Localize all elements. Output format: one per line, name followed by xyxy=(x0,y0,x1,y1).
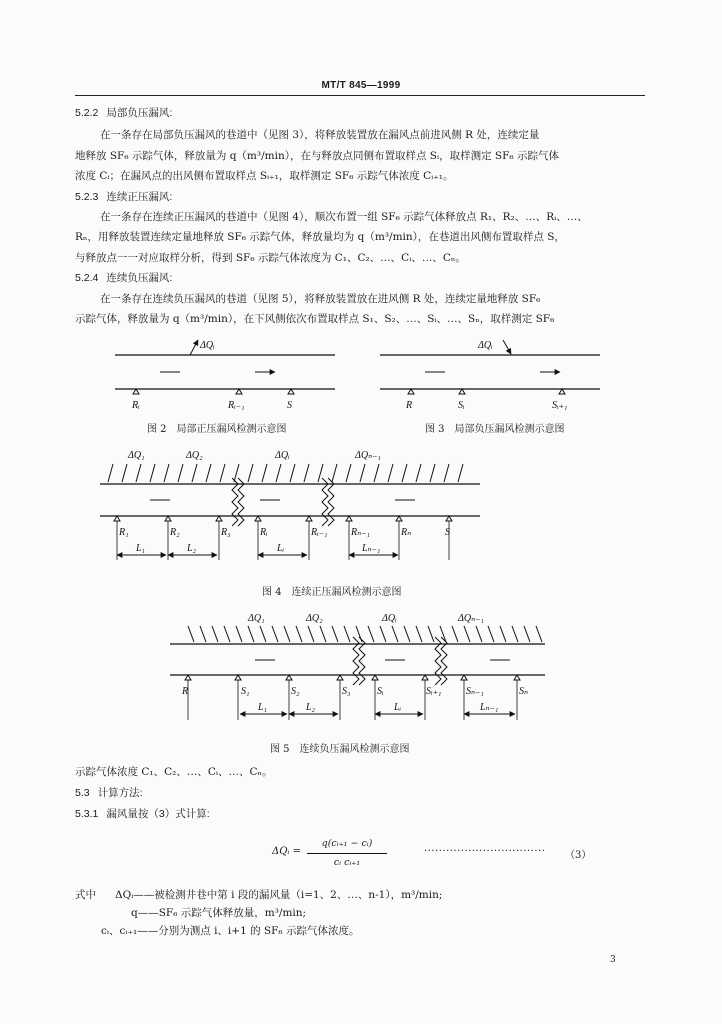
segment-label: Lₙ₋₁ xyxy=(362,543,381,554)
formula-lhs: ΔQᵢ = xyxy=(272,846,301,857)
figure-5-caption: 图 5 连续负压漏风检测示意图 xyxy=(270,744,410,755)
leak-hatch-line xyxy=(308,626,314,642)
point-label: R₂ xyxy=(170,527,180,538)
break-mark xyxy=(232,478,238,526)
leak-hatch-line xyxy=(178,464,183,482)
leak-hatch-line xyxy=(290,464,295,482)
leak-hatch-line xyxy=(192,464,197,482)
point-marker xyxy=(372,675,378,680)
point-label: R xyxy=(182,686,189,697)
leak-hatch-line xyxy=(524,626,530,642)
point-marker xyxy=(165,516,171,521)
section-number: 5.2.3 xyxy=(75,191,99,203)
point-label: Rₙ₋₁ xyxy=(351,527,370,538)
leak-arrow xyxy=(190,340,198,355)
leak-hatch-line xyxy=(374,464,379,482)
leak-hatch-line xyxy=(388,464,393,482)
break-mark xyxy=(322,478,328,526)
paragraph-line: 示踪气体浓度 C₁、C₂、…、Cᵢ、…、Cₙ。 xyxy=(75,766,273,778)
paragraph-line: 与释放点一一对应取样分析，得到 SF₆ 示踪气体浓度为 C₁、C₂、…、Cᵢ、…、Cₙ。 xyxy=(75,252,466,264)
leak-hatch-line xyxy=(332,626,338,642)
leak-hatch-line xyxy=(380,626,386,642)
leak-hatch-line xyxy=(458,464,463,482)
point-marker xyxy=(236,389,242,394)
leak-label: ΔQₙ₋₁ xyxy=(355,450,381,461)
point-label: S xyxy=(445,527,450,538)
definition-line: cᵢ、cᵢ₊₁——分别为测点 i、i+1 的 SF₆ 示踪气体浓度。 xyxy=(101,925,360,937)
formula-leader-dots: ································· xyxy=(424,846,546,857)
point-marker xyxy=(185,675,191,680)
sampling-points xyxy=(185,675,520,720)
definition-line: q——SF₆ 示踪气体释放量，m³/min; xyxy=(131,907,307,919)
leak-hatch-line xyxy=(188,626,194,642)
leak-label: ΔQ₂ xyxy=(306,613,323,624)
point-label: R₃ xyxy=(221,527,231,538)
point-marker xyxy=(133,389,139,394)
point-label: S xyxy=(287,400,292,411)
point-marker xyxy=(422,675,428,680)
point-marker xyxy=(288,389,294,394)
leak-hatch-line xyxy=(206,464,211,482)
leak-hatch-line xyxy=(404,626,410,642)
point-marker xyxy=(337,675,343,680)
leak-hatch-line xyxy=(452,626,458,642)
point-marker xyxy=(408,389,414,394)
point-label: S₃ xyxy=(342,686,351,697)
leak-label: ΔQᵢ xyxy=(382,613,397,624)
point-label: Sₙ₋₁ xyxy=(466,686,484,697)
figure-2 xyxy=(115,340,335,411)
leak-hatch-line xyxy=(416,464,421,482)
paragraph-line: 在一条存在连续负压漏风的巷道（见图 5），将释放装置放在进风侧 R 处，连续定量地释放 SF₆ xyxy=(100,293,541,305)
segment-label: L₂ xyxy=(187,543,197,554)
formula-denominator: cᵢ cᵢ₊₁ xyxy=(333,857,361,868)
section-number: 5.3.1 xyxy=(75,808,99,820)
leak-hatch-line xyxy=(236,626,242,642)
where-label: 式中 xyxy=(75,889,96,901)
formula-number: （3） xyxy=(565,850,592,861)
leak-hatch-line xyxy=(200,626,206,642)
point-label: Sₙ xyxy=(519,686,529,697)
leak-label: ΔQᵢ xyxy=(275,450,290,461)
section-number: 5.3 xyxy=(75,787,90,799)
leak-hatch-line xyxy=(344,626,350,642)
page-number: 3 xyxy=(610,955,616,965)
point-marker xyxy=(216,516,222,521)
segment-label: Lᵢ xyxy=(394,702,402,713)
fraction-bar xyxy=(307,853,387,854)
section-5-3-heading xyxy=(75,786,143,800)
segment-label: L₂ xyxy=(306,702,316,713)
point-label: Sᵢ xyxy=(377,686,384,697)
leak-hatch-line xyxy=(150,464,155,482)
point-marker xyxy=(255,516,261,521)
leak-hatch-line xyxy=(224,626,230,642)
formula-numerator: q(cᵢ₊₁ − cᵢ) xyxy=(321,838,373,849)
segment-label: Lₙ₋₁ xyxy=(480,702,499,713)
leak-hatch-line xyxy=(512,626,518,642)
segment-label: L₁ xyxy=(258,702,268,713)
point-marker xyxy=(514,675,520,680)
point-marker xyxy=(446,516,452,521)
break-mark xyxy=(328,478,334,526)
leak-hatch-line xyxy=(402,464,407,482)
point-marker xyxy=(286,675,292,680)
leak-hatch-line xyxy=(318,464,323,482)
point-label: Rᵢ₋₁ xyxy=(228,400,245,411)
point-label: Sᵢ xyxy=(458,400,465,411)
leak-hatch-line xyxy=(262,464,267,482)
leak-hatch-line xyxy=(476,626,482,642)
leak-hatch-line xyxy=(260,626,266,642)
leak-arrow xyxy=(503,340,511,354)
point-label: Rᵢ₋₁ xyxy=(311,527,328,538)
leak-hatch-line xyxy=(234,464,239,482)
paragraph-line: 示踪气体，释放量为 q（m³/min），在下风侧依次布置取样点 S₁、S₂、…、Sᵢ、…、Sₙ，取样测定 SF₆ xyxy=(75,313,555,325)
point-marker xyxy=(346,516,352,521)
leak-hatch-line xyxy=(108,464,113,482)
section-number: 5.2.4 xyxy=(75,272,99,284)
leak-hatch-line xyxy=(430,464,435,482)
section-title: 连续负压漏风: xyxy=(106,272,173,284)
figure-3-caption: 图 3 局部负压漏风检测示意图 xyxy=(425,424,565,435)
leak-label: ΔQᵢ xyxy=(200,340,215,351)
point-marker xyxy=(461,675,467,680)
leak-hatch-line xyxy=(284,626,290,642)
point-marker xyxy=(396,516,402,521)
leak-hatch-line xyxy=(500,626,506,642)
section-title: 计算方法: xyxy=(97,787,143,799)
paragraph-line: 在一条存在连续正压漏风的巷道中（见图 4），顺次布置一组 SF₆ 示踪气体释放点 R₁、R₂、…、Rᵢ、…、 xyxy=(100,211,588,223)
leak-hatch-line xyxy=(368,626,374,642)
paragraph-line: 地释放 SF₆ 示踪气体，释放量为 q（m³/min），在与释放点同侧布置取样点 Sᵢ，取样测定 SF₆ 示踪气体 xyxy=(75,150,559,162)
point-label: Rᵢ xyxy=(260,527,268,538)
leak-hatch-line xyxy=(248,626,254,642)
leak-label: ΔQ₂ xyxy=(186,450,203,461)
standard-code-header: MT/T 845—1999 xyxy=(321,80,401,91)
point-marker xyxy=(306,516,312,521)
segment-label: L₁ xyxy=(136,543,146,554)
figure-5 xyxy=(170,613,545,720)
leak-hatch-line xyxy=(332,464,337,482)
break-mark xyxy=(238,478,244,526)
figure-2-caption: 图 2 局部正压漏风检测示意图 xyxy=(147,424,287,435)
paragraph-line: 浓度 Cᵢ；在漏风点的出风侧布置取样点 Sᵢ₊₁，取样测定 SF₆ 示踪气体浓度 Cᵢ₊₁。 xyxy=(75,170,454,182)
section-title: 连续正压漏风: xyxy=(106,191,173,203)
figure-4-caption: 图 4 连续正压漏风检测示意图 xyxy=(262,587,402,598)
point-marker xyxy=(459,389,465,394)
point-label: R xyxy=(406,400,413,411)
leak-hatch-line xyxy=(212,626,218,642)
leak-hatch-line xyxy=(392,626,398,642)
point-label: Sᵢ₊₁ xyxy=(426,686,442,697)
figure-4 xyxy=(100,450,480,560)
leak-hatch-line xyxy=(464,626,470,642)
point-marker xyxy=(114,516,120,521)
point-label: Rᵢ xyxy=(132,400,140,411)
section-title: 漏风量按（3）式计算: xyxy=(106,808,210,820)
segment-label: Lᵢ xyxy=(277,543,285,554)
point-marker xyxy=(235,675,241,680)
point-label: S₂ xyxy=(291,686,300,697)
point-label: Rₙ xyxy=(401,527,412,538)
leak-hatch-line xyxy=(248,464,253,482)
leak-hatch-line xyxy=(416,626,422,642)
leak-hatch-line xyxy=(536,626,542,642)
definition-line: ΔQᵢ——被检测井巷中第 i 段的漏风量（i=1、2、…、n-1），m³/min; xyxy=(115,889,443,901)
section-title: 局部负压漏风: xyxy=(106,107,173,119)
leak-hatching xyxy=(188,626,542,642)
leak-hatch-line xyxy=(444,464,449,482)
paragraph-line: 在一条存在局部负压漏风的巷道中（见图 3），将释放装置放在漏风点前进风侧 R 处，连续定量 xyxy=(100,129,540,141)
leak-label: ΔQᵢ xyxy=(478,340,493,351)
leak-hatch-line xyxy=(276,464,281,482)
figure-3 xyxy=(380,340,600,411)
leak-label: ΔQ₁ xyxy=(248,613,265,624)
leak-hatch-line xyxy=(346,464,351,482)
section-number: 5.2.2 xyxy=(75,107,99,119)
leak-hatch-line xyxy=(488,626,494,642)
leak-hatching xyxy=(108,464,463,482)
leak-hatch-line xyxy=(296,626,302,642)
leak-hatch-line xyxy=(220,464,225,482)
paragraph-line: Rₙ，用释放装置连续定量地释放 SF₆ 示踪气体，释放量均为 q（m³/min），在巷道出风侧布置取样点 S， xyxy=(75,231,565,243)
leak-hatch-line xyxy=(304,464,309,482)
leak-label: ΔQₙ₋₁ xyxy=(458,613,484,624)
leak-hatch-line xyxy=(122,464,127,482)
leak-label: ΔQ₁ xyxy=(128,450,145,461)
point-marker xyxy=(559,389,565,394)
point-label: S₁ xyxy=(241,686,250,697)
leak-hatch-line xyxy=(320,626,326,642)
leak-hatch-line xyxy=(272,626,278,642)
leak-hatch-line xyxy=(428,626,434,642)
leak-hatch-line xyxy=(136,464,141,482)
leak-hatch-line xyxy=(164,464,169,482)
point-label: R₁ xyxy=(119,527,129,538)
leak-hatch-line xyxy=(360,464,365,482)
section-5-3-1-heading xyxy=(75,807,210,821)
point-label: Sᵢ₊₁ xyxy=(552,400,568,411)
